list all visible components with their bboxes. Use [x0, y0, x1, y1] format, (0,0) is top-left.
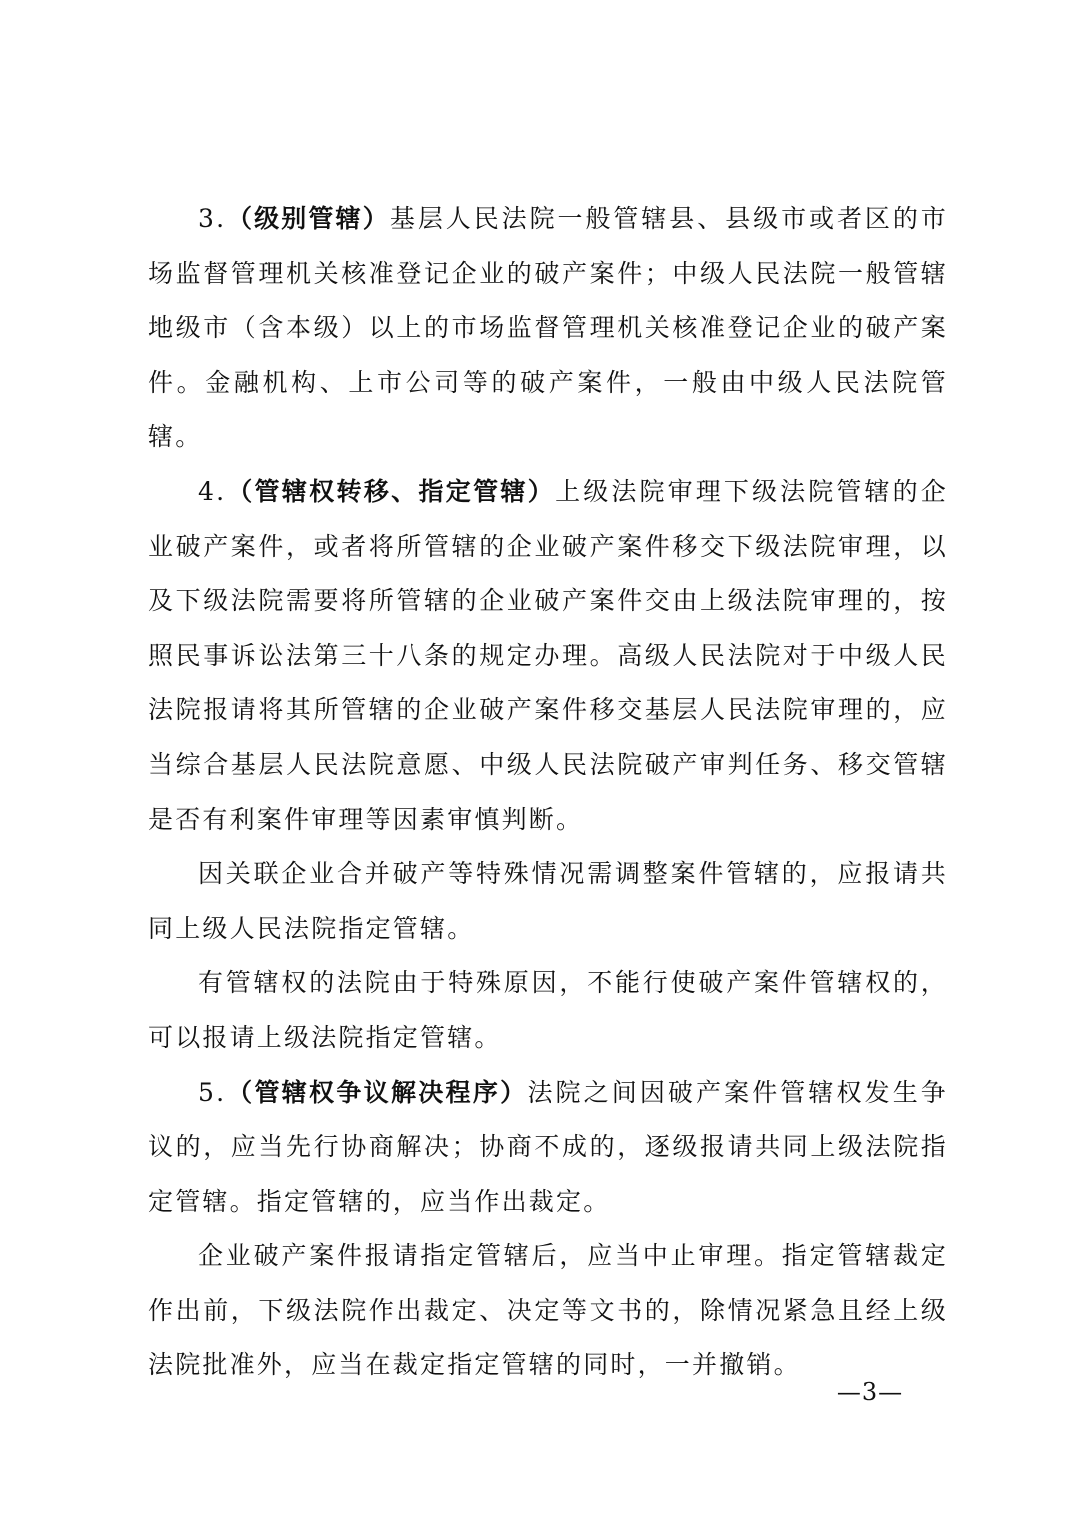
paragraph-article-4 [148, 465, 948, 847]
article-text: 上级法院审理下级法院管辖的企业破产案件，或者将所管辖的企业破产案件移交下级法院审理，以及下级法院需要将所管辖的企业破产案件交由上级法院审理的，按照民事诉讼法第三十八条的规定办理。高级人民法院对于中级人民法院报请将其所管辖的企业破产案件移交基层人民法院审理的，应当综合基层人民法院意愿、中级人民法院破产审判任务、移交管辖是否有利案件审理等因素审慎判断。 [148, 476, 948, 834]
paragraph-article-3 [148, 192, 948, 465]
paragraph-text: 有管辖权的法院由于特殊原因，不能行使破产案件管辖权的，可以报请上级法院指定管辖。 [148, 968, 948, 1052]
article-number: 5. [198, 1077, 227, 1107]
paragraph-special-reasons [148, 956, 948, 1065]
article-heading: （管辖权转移、指定管辖） [226, 476, 556, 506]
paragraph-related-enterprises [148, 847, 948, 956]
article-number: 4. [198, 476, 227, 506]
paragraph-suspension [148, 1229, 948, 1393]
page-number: —3— [836, 1378, 904, 1406]
document-body [148, 192, 948, 1393]
paragraph-text: 因关联企业合并破产等特殊情况需调整案件管辖的，应报请共同上级人民法院指定管辖。 [148, 859, 948, 943]
article-heading: （管辖权争议解决程序） [226, 1077, 528, 1107]
paragraph-text: 企业破产案件报请指定管辖后，应当中止审理。指定管辖裁定作出前，下级法院作出裁定、决定等文书的，除情况紧急且经上级法院批准外，应当在裁定指定管辖的同时，一并撤销。 [148, 1241, 948, 1380]
article-number: 3. [198, 204, 227, 233]
article-text: 基层人民法院一般管辖县、县级市或者区的市场监督管理机关核准登记企业的破产案件；中级人民法院一般管辖地级市（含本级）以上的市场监督管理机关核准登记企业的破产案件。金融机构、上市公司等的破产案件，一般由中级人民法院管辖。 [148, 204, 948, 452]
article-heading: （级别管辖） [226, 204, 390, 233]
article-text: 法院之间因破产案件管辖权发生争议的，应当先行协商解决；协商不成的，逐级报请共同上级法院指定管辖。指定管辖的，应当作出裁定。 [148, 1077, 948, 1216]
paragraph-article-5 [148, 1066, 948, 1230]
